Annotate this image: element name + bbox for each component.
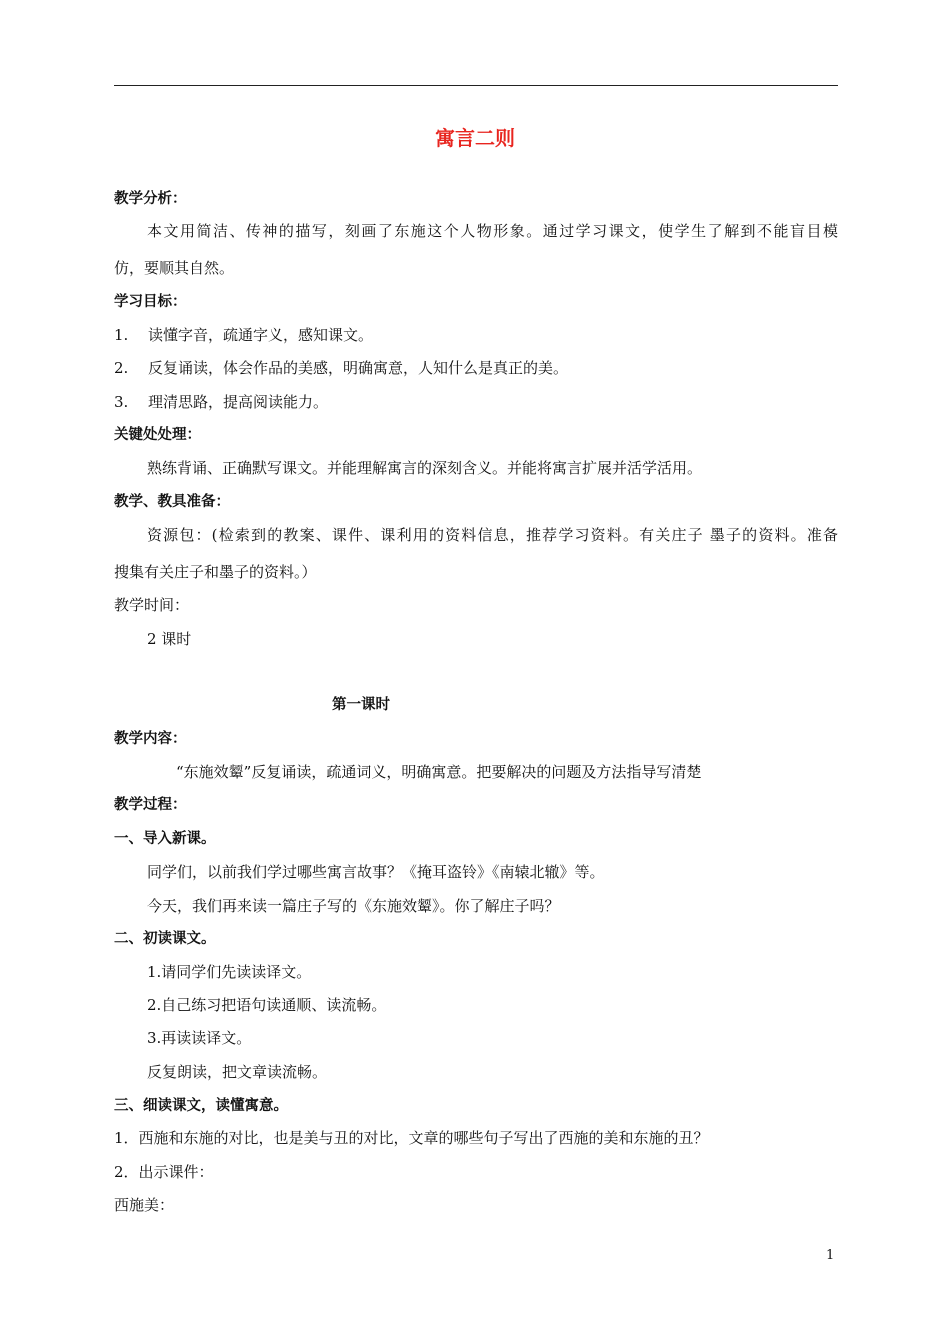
step-3-item-1: 1．西施和东施的对比，也是美与丑的对比，文章的哪些句子写出了西施的美和东施的丑？ [114,1129,709,1147]
page-number: 1 [826,1248,835,1263]
paragraph-key: 熟练背诵、正确默写课文。并能理解寓言的深刻含义。并能将寓言扩展并活学活用。 [147,459,703,477]
paragraph-content: “东施效颦”反复诵读，疏通词义，明确寓意。把要解决的问题及方法指导写清楚 [176,763,702,781]
list-item-goal-2: 2. 反复诵读，体会作品的美感，明确寓意，人知什么是真正的美。 [114,359,569,377]
step-2-item-1: 1.请同学们先读读译文。 [147,963,312,981]
list-item-goal-1: 1. 读懂字音，疏通字义，感知课文。 [114,326,374,344]
section-heading-key: 关键处处理： [114,427,201,443]
section-heading-prep: 教学、教具准备： [114,494,230,510]
step-1-paragraph-1: 同学们，以前我们学过哪些寓言故事？《掩耳盗铃》《南辕北辙》等。 [147,863,605,881]
paragraph-prep-line-1: 资源包：(检索到的教案、课件、课利用的资料信息，推荐学习资料。有关庄子 墨子的资料。准备 [147,526,838,544]
header-rule [114,85,838,86]
step-3-item-2: 2．出示课件： [114,1163,214,1181]
step-1-paragraph-2: 今天，我们再来读一篇庄子写的《东施效颦》。你了解庄子吗？ [147,897,560,915]
section-heading-analysis: 教学分析： [114,191,187,207]
paragraph-analysis-line-2: 仿，要顺其自然。 [114,259,235,277]
section-heading-process: 教学过程： [114,797,187,813]
time-value: 2 课时 [147,630,192,648]
step-2-paragraph: 反复朗读，把文章读流畅。 [147,1063,328,1081]
section-heading-content: 教学内容： [114,731,187,747]
section-heading-goals: 学习目标： [114,294,187,310]
time-label: 教学时间： [114,596,190,614]
step-3-paragraph: 西施美： [114,1196,175,1214]
step-2-heading: 二、初读课文。 [114,931,216,947]
document-title: 寓言二则 [435,126,515,150]
list-item-goal-3: 3. 理清思路，提高阅读能力。 [114,393,329,411]
step-3-heading: 三、细读课文，读懂寓意。 [114,1098,288,1114]
step-2-item-2: 2.自己练习把语句读通顺、读流畅。 [147,996,387,1014]
paragraph-prep-line-2: 搜集有关庄子和墨子的资料。） [114,563,317,581]
step-2-item-3: 3.再读读译文。 [147,1029,252,1047]
lesson-title: 第一课时 [332,697,390,713]
paragraph-analysis-line-1: 本文用简洁、传神的描写，刻画了东施这个人物形象。通过学习课文，使学生了解到不能盲目模 [147,222,838,240]
step-1-heading: 一、导入新课。 [114,831,216,847]
